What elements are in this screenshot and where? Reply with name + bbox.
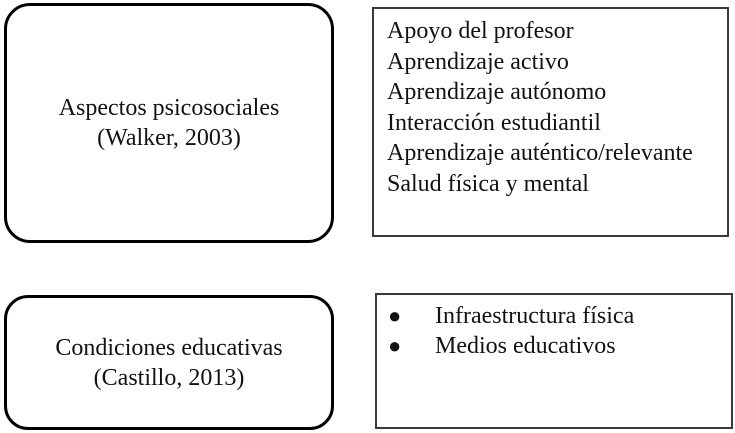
psicosociales-source-box <box>4 3 334 243</box>
educativas-label: Condiciones educativas <box>55 334 283 361</box>
psicosociales-label: Aspectos psicosociales <box>58 95 280 121</box>
list-item: Apoyo del profesor <box>387 18 574 44</box>
educativas-citation: (Castillo, 2013) <box>93 364 245 391</box>
bullet-icon: ● <box>388 303 402 328</box>
bullet-icon: ● <box>388 333 402 358</box>
list-item: Aprendizaje autónomo <box>387 79 607 106</box>
educativas-items-box <box>375 293 733 429</box>
list-item: Salud física y mental <box>387 170 589 197</box>
educativas-source-box <box>4 295 334 430</box>
list-item <box>377 301 725 331</box>
list-item: Aprendizaje auténtico/relevante <box>387 140 693 167</box>
list-item: Aprendizaje activo <box>387 48 569 75</box>
list-item: Interacción estudiantil <box>387 109 601 136</box>
list-item-label: Infraestructura física <box>435 303 635 329</box>
list-item-label: Medios educativos <box>435 333 616 359</box>
list-item <box>377 331 725 361</box>
psicosociales-items-box <box>372 7 729 237</box>
psicosociales-citation: (Walker, 2003) <box>97 125 241 151</box>
